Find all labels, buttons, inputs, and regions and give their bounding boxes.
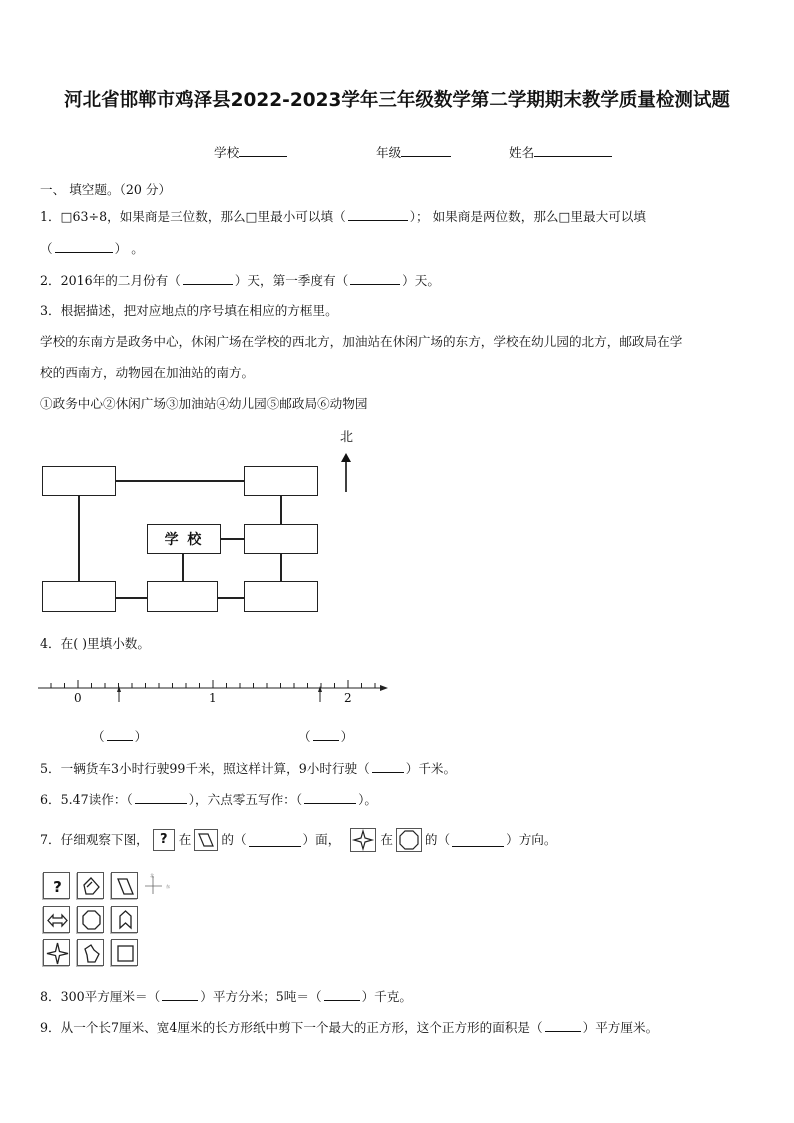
location-box-southeast[interactable] bbox=[244, 581, 318, 612]
location-box-south[interactable] bbox=[147, 581, 218, 612]
tick-label-0: 0 bbox=[74, 691, 82, 705]
question-mark-icon bbox=[43, 872, 70, 899]
question-3-options: ①政务中心②休闲广场③加油站④幼儿园⑤邮政局⑥动物园 bbox=[40, 396, 368, 411]
answer-blank[interactable] bbox=[324, 988, 360, 1001]
parallelogram-icon bbox=[111, 872, 138, 899]
question-mark-icon: ? bbox=[153, 829, 175, 851]
location-box-east[interactable] bbox=[244, 524, 318, 554]
octagon-icon bbox=[396, 828, 422, 852]
answer-blank[interactable] bbox=[452, 834, 504, 847]
question-1-line-2: （ ） 。 bbox=[40, 241, 144, 256]
compass-icon bbox=[144, 872, 172, 898]
name-field[interactable] bbox=[509, 142, 612, 161]
svg-text:?: ? bbox=[53, 878, 62, 896]
north-arrow-icon bbox=[338, 452, 354, 494]
octagon-icon bbox=[77, 906, 104, 933]
page-title: 河北省邯郸市鸡泽县2022-2023学年三年级数学第二学期期末教学质量检测试题 bbox=[64, 90, 730, 111]
question-2: 2．2016年的二月份有（ ）天，第一季度有（ ）天。 bbox=[40, 273, 440, 288]
question-3-description-2: 校的西南方，动物园在加油站的南方。 bbox=[40, 365, 255, 380]
tick-label-1: 1 bbox=[209, 691, 217, 705]
tick-label-2: 2 bbox=[344, 691, 352, 705]
decimal-answer-1[interactable]: （ ） bbox=[92, 729, 148, 744]
question-3-description-1: 学校的东南方是政务中心，休闲广场在学校的西北方，加油站在休闲广场的东方，学校在幼儿园的北方，邮政局在学 bbox=[40, 334, 683, 349]
answer-blank[interactable] bbox=[304, 791, 356, 804]
bookmark-shape-icon bbox=[111, 906, 138, 933]
four-point-star-icon bbox=[43, 939, 70, 966]
answer-blank[interactable] bbox=[348, 208, 408, 221]
school-box: 学 校 bbox=[147, 524, 221, 554]
location-box-southwest[interactable] bbox=[42, 581, 116, 612]
question-1-line-1: 1．□63÷8，如果商是三位数，那么□里最小可以填（ ）； 如果商是两位数，那么□里最大可以填 bbox=[40, 209, 646, 224]
question-3-prompt: 3．根据描述，把对应地点的序号填在相应的方框里。 bbox=[40, 303, 338, 318]
location-box-northwest[interactable] bbox=[42, 466, 116, 496]
grade-field[interactable] bbox=[376, 142, 451, 161]
location-box-northeast[interactable] bbox=[244, 466, 318, 496]
answer-blank[interactable] bbox=[249, 834, 301, 847]
answer-blank[interactable] bbox=[183, 272, 233, 285]
section-heading: 一、 填空题。（20 分） bbox=[40, 182, 172, 197]
question-5: 5．一辆货车3小时行驶99千米，照这样计算，9小时行驶（ ）千米。 bbox=[40, 761, 457, 776]
answer-blank[interactable] bbox=[135, 791, 187, 804]
hexagon-shape-icon bbox=[77, 939, 104, 966]
four-point-star-icon bbox=[350, 828, 376, 852]
answer-blank[interactable] bbox=[350, 272, 400, 285]
grade-label: 年级 bbox=[376, 145, 402, 160]
square-icon bbox=[111, 939, 138, 966]
double-arrow-icon bbox=[43, 906, 70, 933]
question-7: 7．仔细观察下图， ? 在 的（ ）面， 在 的（ ）方向。 bbox=[40, 828, 556, 852]
answer-blank[interactable] bbox=[545, 1019, 581, 1032]
leaf-shape-icon bbox=[77, 872, 104, 899]
name-label: 姓名 bbox=[509, 145, 535, 160]
answer-blank[interactable] bbox=[55, 240, 113, 253]
school-label: 学校 bbox=[214, 145, 240, 160]
decimal-answer-2[interactable]: （ ） bbox=[298, 729, 354, 744]
question-6: 6．5.47读作：（ ），六点零五写作：（ ）。 bbox=[40, 792, 377, 807]
parallelogram-icon bbox=[194, 829, 218, 851]
school-field[interactable] bbox=[214, 142, 287, 161]
svg-text:北: 北 bbox=[150, 873, 154, 878]
answer-blank[interactable] bbox=[162, 988, 198, 1001]
question-9: 9．从一个长7厘米、宽4厘米的长方形纸中剪下一个最大的正方形，这个正方形的面积是（ ）平方厘米。 bbox=[40, 1020, 659, 1035]
answer-blank[interactable] bbox=[372, 760, 404, 773]
svg-text:东: 东 bbox=[166, 884, 170, 889]
question-4-prompt: 4．在( )里填小数。 bbox=[40, 636, 150, 651]
north-label: 北 bbox=[340, 430, 354, 445]
question-8: 8．300平方厘米＝（ ）平方分米；5吨＝（ ）千克。 bbox=[40, 989, 412, 1004]
